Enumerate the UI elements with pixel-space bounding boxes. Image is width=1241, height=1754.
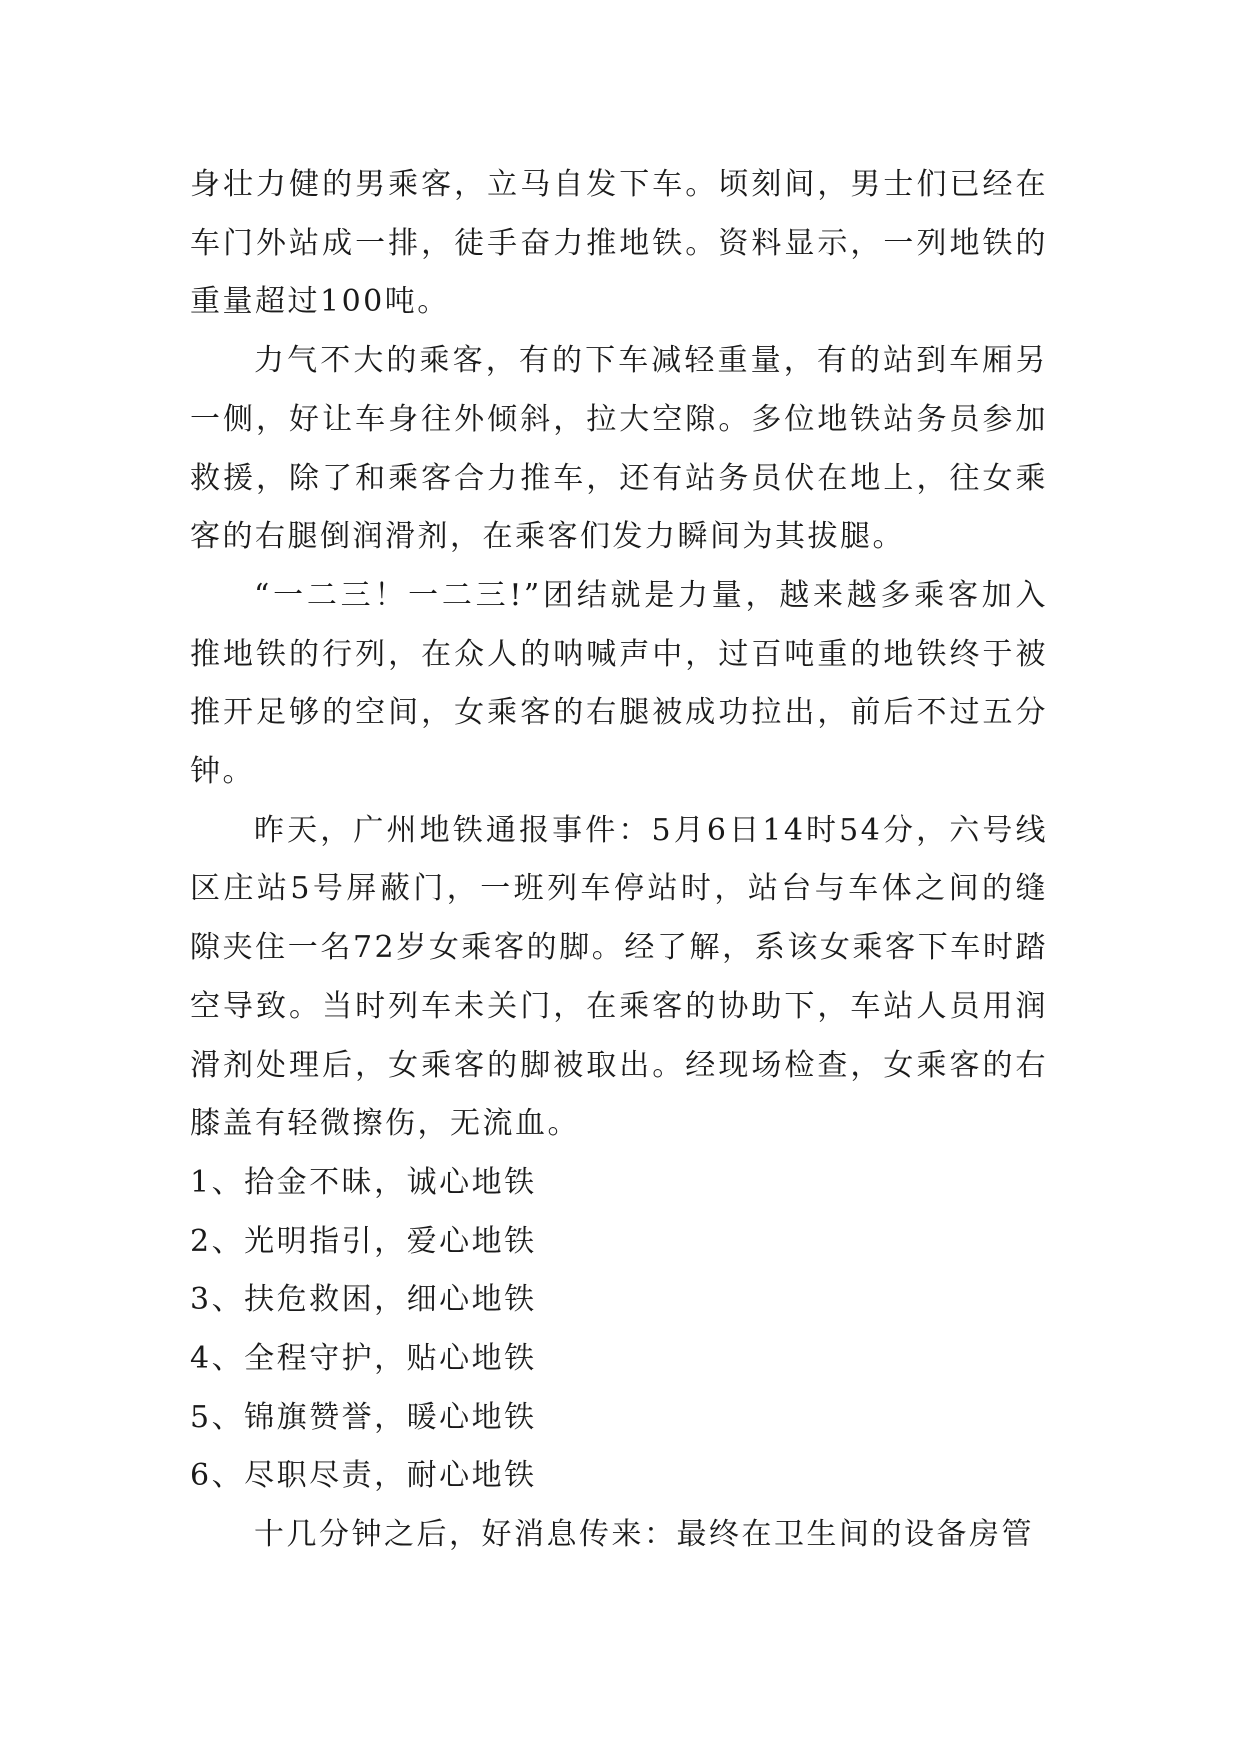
- list-item: 6、尽职尽责，耐心地铁: [190, 1458, 537, 1494]
- paragraph: 力气不大的乘客，有的下车减轻重量，有的站到车厢另一侧，好让车身往外倾斜，拉大空隙。多位地铁站务员参加救援，除了和乘客合力推车，还有站务员伏在地上，往女乘客的右腿倒润滑剂，在乘客们发力瞬间为其拔腿。: [190, 343, 1048, 555]
- list-item: 4、全程守护，贴心地铁: [190, 1341, 537, 1377]
- paragraph: “一二三！一二三!”团结就是力量，越来越多乘客加入推地铁的行列，在众人的呐喊声中，过百吨重的地铁终于被推开足够的空间，女乘客的右腿被成功拉出，前后不过五分钟。: [190, 577, 1048, 790]
- list-item: 1、拾金不昧，诚心地铁: [190, 1164, 537, 1200]
- list-item: 2、光明指引，爱心地铁: [190, 1223, 537, 1259]
- paragraph-continuation: 身壮力健的男乘客，立马自发下车。顷刻间，男士们已经在车门外站成一排，徒手奋力推地铁。资料显示，一列地铁的重量超过100吨。: [190, 167, 1048, 320]
- list-item: 3、扶危救困，细心地铁: [190, 1282, 537, 1318]
- list-item: 5、锦旗赞誉，暖心地铁: [190, 1399, 537, 1435]
- closing-paragraph: 十几分钟之后，好消息传来：最终在卫生间的设备房管: [254, 1517, 1034, 1553]
- document-body: [190, 156, 1048, 1565]
- paragraph: 昨天，广州地铁通报事件：5月6日14时54分，六号线区庄站5号屏蔽门，一班列车停站时，站台与车体之间的缝隙夹住一名72岁女乘客的脚。经了解，系该女乘客下车时踏空导致。当时列车未关门，在乘客的协助下，车站人员用润滑剂处理后，女乘客的脚被取出。经现场检查，女乘客的右膝盖有轻微擦伤，无流血。: [190, 812, 1048, 1142]
